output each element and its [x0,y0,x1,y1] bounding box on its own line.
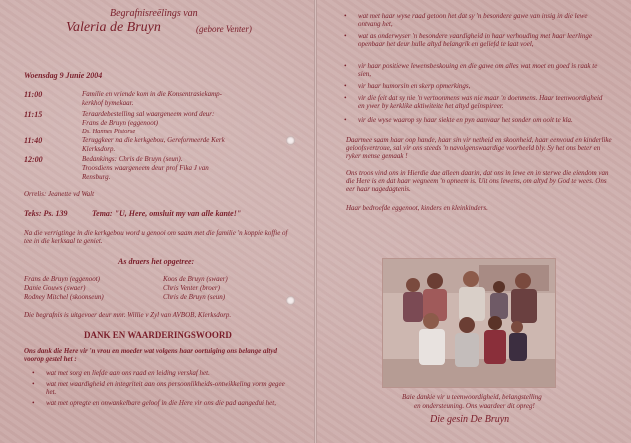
coffee-invitation: Na die verrigtinge in die kerkgebou word u genooi om saam met die familie 'n koppie koffie of tee in die kerksaal te geniet. [24,229,288,245]
deceased-name: Valeria de Bruyn [66,20,161,35]
thanks-bullet: • wat met haar wyse raad getoon het dat sy 'n besondere gawe van insig in die lewe ontvang het, [358,12,610,28]
funeral-date: Woensdag 9 Junie 2004 [24,71,103,80]
family-photo [382,258,556,388]
schedule-line: Frans de Bruyn (eggenoot) [82,119,159,127]
schedule-line: Familie en vriende kom in die Konsentrasiekamp- [82,90,222,98]
bearer: Chris Venter (broer) [163,284,220,292]
schedule-time: 12:00 [24,155,43,164]
comfort-paragraph: Ons troos vind ons in Hierdie dae alleen daarin, dat ons in lewe en in sterwe die eiendom van die Here is en dat haar wegneem 'n opneem is. Uit ons lewens, om altyd by God te wees. Ons eer haar nagedagtenis. [346,169,609,193]
family-photo-illustration [383,259,555,387]
schedule-time: 11:15 [24,110,43,119]
left-page [0,0,312,443]
legacy-paragraph: Daarmee saam haar oop hande, haar sin vir netheid en skoonheid, haar eenvoud en kinderlike geloofsvertroue, sal vir ons steeds 'n navolgenswaardige voorbeeld bly. Sy het ons beter en ryker mense gemaak ! [346,136,612,160]
thanks-bullet: • vir die feit dat sy nie 'n vertoonmens was nie maar 'n doenmens. Haar teenwoordigheid en ywer by kerklike aktiwiteite het altyd geïnspireer. [358,94,610,110]
thanks-bullet: • vir die wyse waarop sy haar siekte en pyn aanvaar het sonder om ooit te kla. [358,116,610,124]
schedule-line: Bedankings: Chris de Bruyn (seun). [82,155,183,163]
signoff: Haar bedroefde eggenoot, kinders en kleinkinders. [346,204,488,212]
schedule-line: kerkhof bymekaar. [82,99,134,107]
right-page [318,0,631,443]
caption-line: en ondersteuning. Ons waardeer dit opreg! [414,402,535,410]
scripture-text: Teks: Ps. 139 [24,209,68,218]
schedule-line: Troosdiens waargeneem deur prof Fika J van [82,164,209,172]
header-small: Begrafnisreëlings van [110,8,198,19]
bearer: Koos de Bruyn (swaer) [163,275,228,283]
schedule-line: Teruggkeer na die kerkgebou, Gereformeerde Kerk [82,136,225,144]
undertaker: Die begrafnis is uitgevoer deur mnr. Willie v Zyl van AVBOB, Klerksdorp. [24,311,232,319]
schedule-line: Teraardebestelling sal waargeneem word deur: [82,110,215,118]
thanks-bullet: • vir haar humorsin en skerp opmerkings, [358,82,610,90]
organist: Orrelis: Jeanette vd Walt [24,190,95,198]
center-fold [314,0,317,443]
bearers-title: As draers het opgetree: [118,257,195,266]
schedule-line: Klerksdorp. [82,145,116,153]
bearer: Frans de Bruyn (eggenoot) [24,275,101,283]
schedule-time: 11:40 [24,136,43,145]
thanks-bullet: • wat met opregte en onwankelbare geloof in die Here vir ons die pad aangedui het, [46,399,292,407]
family-signature: Die gesin De Bruyn [430,414,510,425]
caption-line: Baie dankie vir u teenwoordigheid, belangstelling [402,393,542,401]
deceased-maiden-name: (gebore Venter) [196,24,252,34]
thanks-bullet: • wat met sorg en liefde aan ons raad en leiding verskaf het. [46,369,292,377]
thanks-intro: Ons dank die Here vir 'n vrou en moeder wat volgens haar oortuiging ons belange altyd voorop gestel het : [24,347,277,363]
schedule-line: Ds. Hannes Pistorse [82,128,136,135]
bearer: Chris de Bruyn (seun) [163,293,226,301]
schedule-time: 11:00 [24,90,43,99]
thanks-bullet: • wat met waardigheid en integriteit aan ons persoonlikheids-ontwikkeling vorm gegee het. [46,380,292,396]
thanks-title: DANK EN WAARDERINGSWOORD [84,330,232,340]
service-theme: Tema: "U, Here, omsluit my van alle kante!" [92,209,242,218]
thanks-bullet: • wat as onderwyser 'n besondere vaardigheid in haar verhouding met haar leerlinge openbaar het deur hulle altyd belangrik en geliefd te laat voel, [358,32,610,48]
bearer: Rodney Mitchel (skoonseun) [24,293,104,301]
thanks-bullet: • vir haar positiewe lewensbeskouing en die gawe om alles wat moet en goed is raak te sien, [358,62,610,78]
bearer: Danie Gouws (swaer) [24,284,86,292]
schedule-line: Rensburg. [82,173,111,181]
